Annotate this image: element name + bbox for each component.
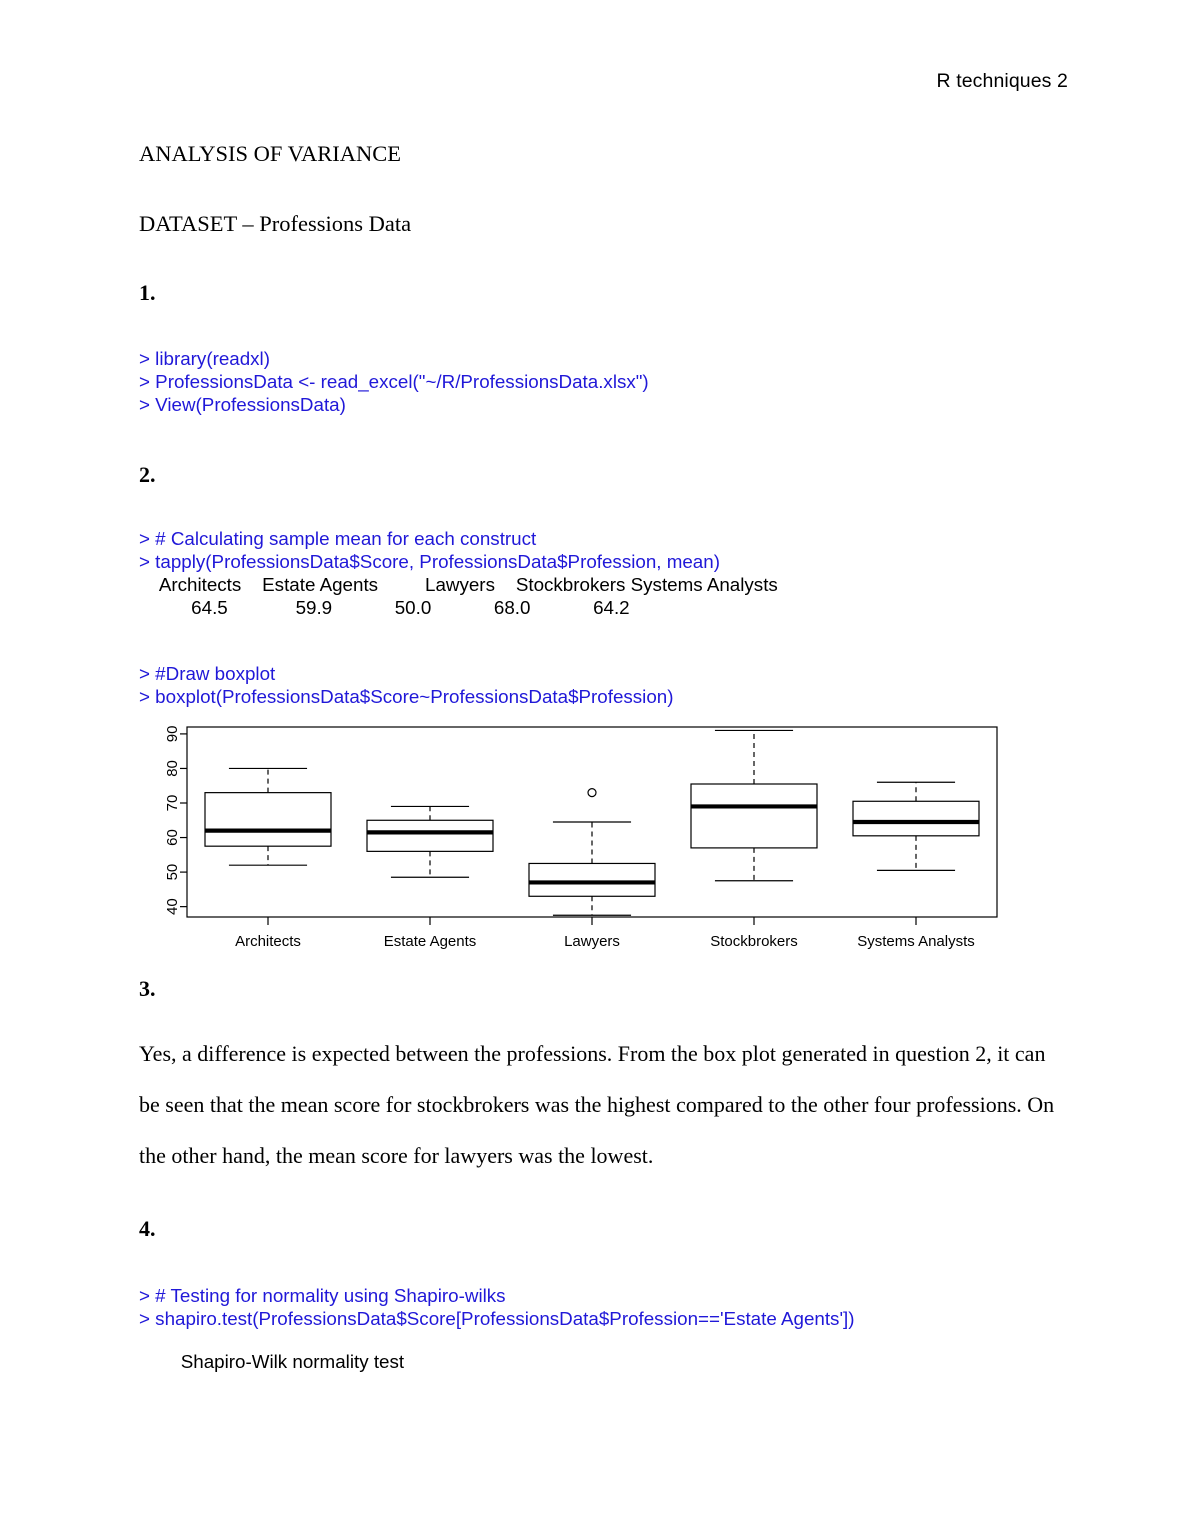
y-axis-tick-label: 70 xyxy=(163,794,181,812)
box-iqr xyxy=(367,820,493,851)
page-title: ANALYSIS OF VARIANCE xyxy=(139,141,401,166)
y-axis-tick-label: 40 xyxy=(163,898,181,915)
boxplot-figure xyxy=(139,716,1019,966)
y-axis-tick-label: 80 xyxy=(163,760,181,777)
x-axis-tick-label: Architects xyxy=(235,933,301,950)
boxplot-group xyxy=(205,768,331,950)
box-iqr xyxy=(529,863,655,896)
section-4-code: > # Testing for normality using Shapiro-wilks > shapiro.test(ProfessionsData$Score[ProfessionsData$Profession=='Estate Agents']) xyxy=(139,1285,855,1329)
section-1-number: 1. xyxy=(139,280,156,305)
boxplot-group xyxy=(529,789,655,950)
x-axis-tick-label: Systems Analysts xyxy=(857,933,975,950)
section-3-number: 3. xyxy=(139,976,156,1001)
y-axis-tick-label: 90 xyxy=(163,725,181,743)
outlier-point xyxy=(588,789,596,797)
y-axis-tick-label: 50 xyxy=(163,863,181,881)
boxplot-group xyxy=(367,806,493,950)
y-axis-tick-label: 60 xyxy=(163,829,181,846)
section-1-code: > library(readxl) > ProfessionsData <- read_excel("~/R/ProfessionsData.xlsx") > View(ProfessionsData) xyxy=(139,348,649,415)
x-axis-tick-label: Lawyers xyxy=(564,933,620,950)
dataset-line: DATASET – Professions Data xyxy=(139,211,412,236)
x-axis-tick-label: Stockbrokers xyxy=(710,933,798,950)
box-iqr xyxy=(853,801,979,836)
boxplot-svg xyxy=(139,716,1019,966)
box-iqr xyxy=(205,793,331,847)
tapply-output-header: Architects Estate Agents Lawyers Stockbrokers Systems Analysts xyxy=(139,574,778,595)
box-iqr xyxy=(691,784,817,848)
section-2-code: > # Calculating sample mean for each construct > tapply(ProfessionsData$Score, ProfessionsData$Profession, mean) xyxy=(139,528,720,572)
section-3-paragraph: Yes, a difference is expected between the professions. From the box plot generated in question 2, it can be seen that the mean score for stockbrokers was the highest compared to the other four professions. On the other hand, the mean score for lawyers was the lowest. xyxy=(139,1041,1055,1168)
page-header-text: R techniques 2 xyxy=(936,70,1068,92)
section-4-number: 4. xyxy=(139,1216,156,1241)
boxplot-group xyxy=(853,782,979,950)
section-2-number: 2. xyxy=(139,462,156,487)
tapply-output-values: 64.5 59.9 50.0 68.0 64.2 xyxy=(139,597,630,618)
shapiro-output-title: Shapiro-Wilk normality test xyxy=(139,1351,405,1372)
section-2-boxplot-code: > #Draw boxplot > boxplot(ProfessionsData$Score~ProfessionsData$Profession) xyxy=(139,663,674,707)
x-axis-tick-label: Estate Agents xyxy=(383,933,477,950)
